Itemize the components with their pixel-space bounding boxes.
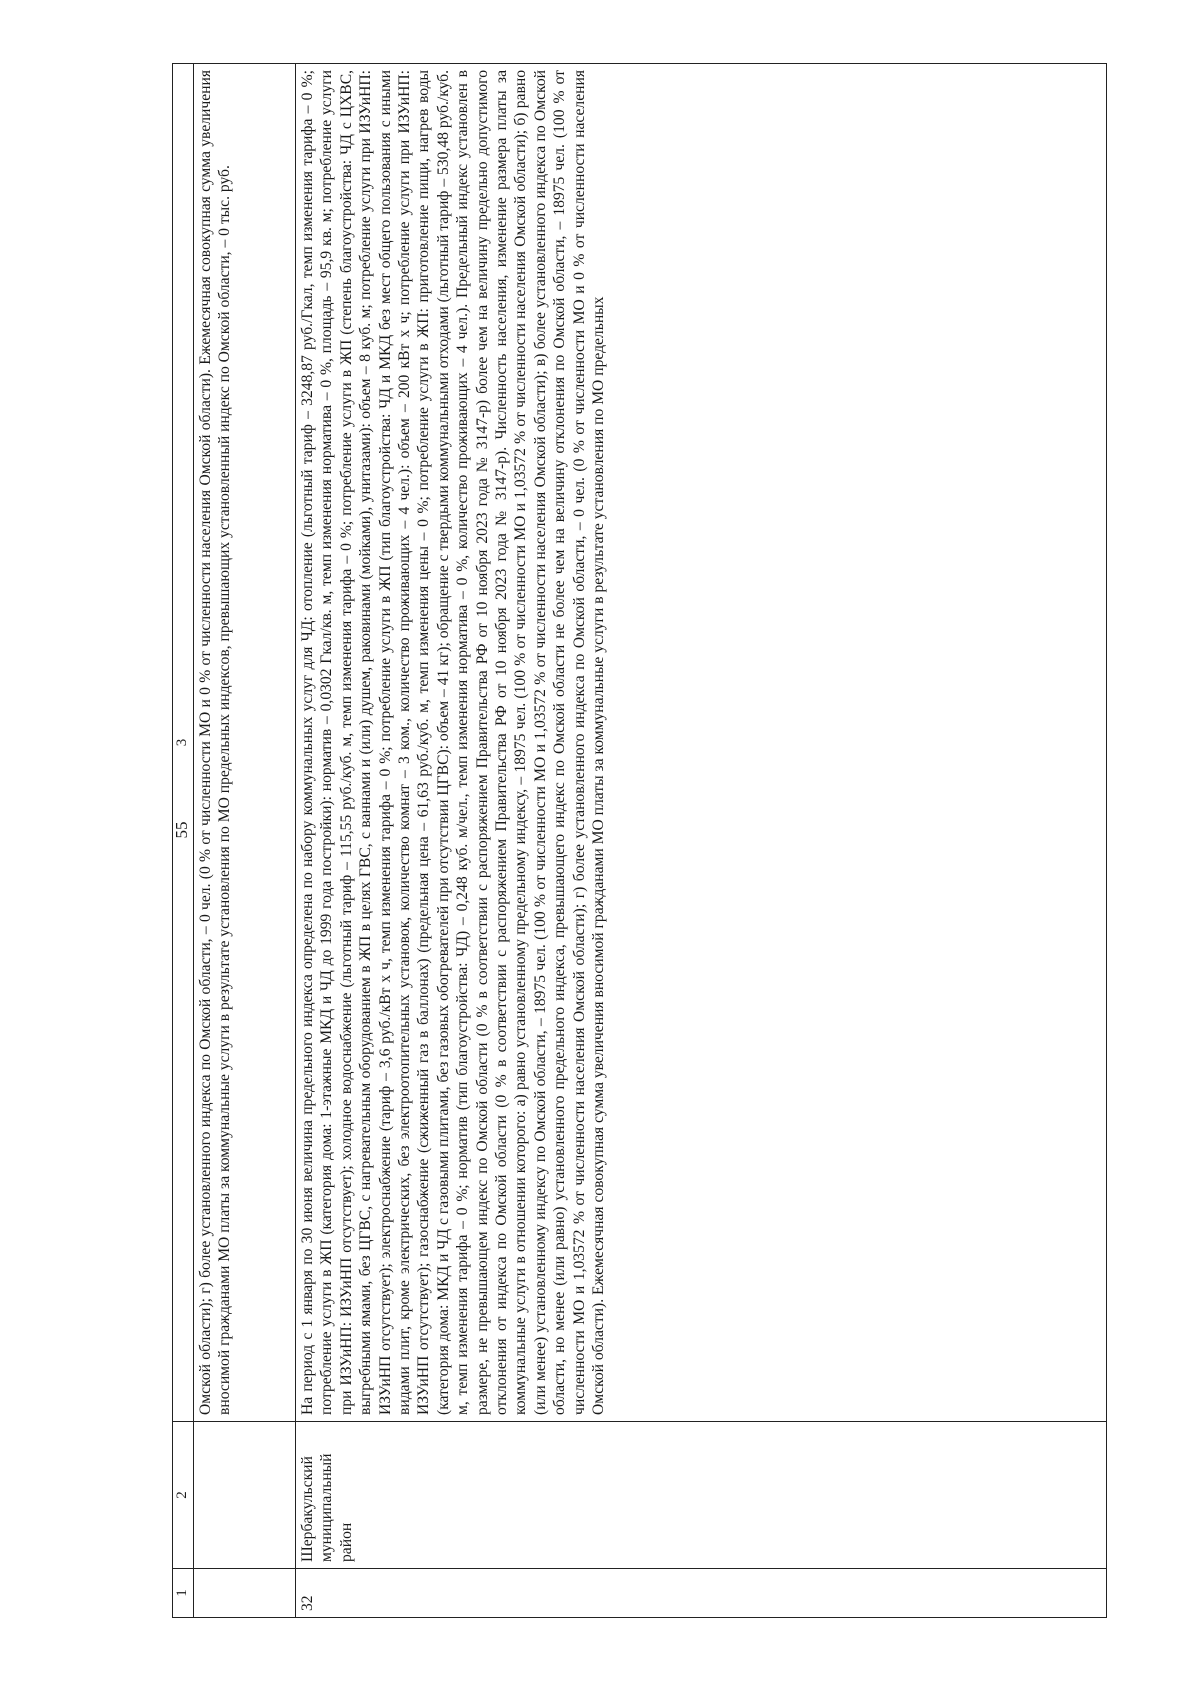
row-number-cell: 32 [296, 1569, 1107, 1618]
table-row [296, 64, 1107, 1618]
description-cell: На период с 1 января по 30 июня величина предельного индекса определена по набору коммунальных услуг для ЧД: отопление (льготный тариф – 3248,87 руб./Гкал, темп изменения тарифа – 0 %; потребление услуги в ЖП (категория дома: 1-этажные МКД и ЧД до 1999 года постройки): норматив – 0,0302 Гкал/кв. м, темп изменения норматива – 0 %, площадь – 95,9 кв. м; потребление услуги при ИЗУиНП: ИЗУиНП отсутствует); холодное водоснабжение (льготный тариф – 115,55 руб./куб. м, темп изменения тарифа – 0 %; потребление услуги в ЖП (степень благоустройства: ЧД с ЦХВС, выгребными ямами, без ЦГВС, с нагревательным оборудованием в ЖП в целях ГВС, с ваннами и (или) душем, раковинами (мойками), унитазами): объем – 8 куб. м; потребление услуги при ИЗУиНП: ИЗУиНП отсутствует); электроснабжение (тариф – 3,6 руб./кВт х ч, темп изменения тарифа – 0 %; потребление услуги в ЖП (тип благоустройства: ЧД и МКД без мест общего пользования с иными видами плит, кроме электрических, без электроотопительных установок, количество комнат – 3 ком., количество проживающих – 4 чел.): объем – 200 кВт х ч; потребление услуги при ИЗУиНП: ИЗУиНП отсутствует); газоснабжение (сжиженный газ в баллонах) (предельная цена – 61,63 руб./куб. м, темп изменения цены – 0 %; потребление услуги в ЖП: приготовление пищи, нагрев воды (категория дома: МКД и ЧД с газовыми плитами, без газовых обогревателей при отсутствии ЦГВС): объем – 41 кг); обращение с твердыми коммунальными отходами (льготный тариф – 530,48 руб./куб. м, темп изменения тарифа – 0 %; норматив (тип благоустройства: ЧД) – 0,248 куб. м/чел., темп изменения норматива – 0 %, количество проживающих – 4 чел.). Предельный индекс установлен в размере, не превышающем индекс по Омской области (0 % в соответствии с распоряжением Правительства РФ от 10 ноября 2023 года № 3147-р) более чем на величину предельно допустимого отклонения от индекса по Омской области (0 % в соответствии с распоряжением Правительства РФ от 10 ноября 2023 года № 3147-р). Численность населения, изменение размера платы за коммунальные услуги в отношении которого: а) равно установленному предельному индексу, – 18975 чел. (100 % от численности МО и 1,03572 % от численности населения Омской области); б) равно (или менее) установленному индексу по Омской области, – 18975 чел. (100 % от численности МО и 1,03572 % от численности населения Омской области); в) более установленного индекса по Омской области, но менее (или равно) установленного предельного индекса, превышающего индекс по Омской области не более чем на величину отклонения по Омской области, – 18975 чел. (100 % от численности МО и 1,03572 % от численности населения Омской области); г) более установленного индекса по Омской области, – 0 чел. (0 % от численности МО и 0 % от численности населения Омской области). Ежемесячная совокупная сумма увеличения вносимой гражданами МО платы за коммунальные услуги в результате установления по МО предельных [296, 64, 1107, 1422]
table-header-row [173, 64, 194, 1618]
municipality-name-cell: Шербакульский муниципальный район [296, 1422, 1107, 1569]
rotated-table-container [172, 63, 1107, 1618]
column-header-3: 3 [173, 64, 194, 1422]
page-number: 55 [172, 821, 191, 839]
table-row [194, 64, 296, 1618]
tariff-table [172, 63, 1107, 1618]
description-cell: Омской области); г) более установленного индекса по Омской области, – 0 чел. (0 % от численности МО и 0 % от численности населения Омской области). Ежемесячная совокупная сумма увеличения вносимой гражданами МО платы за коммунальные услуги в результате установления по МО предельных индексов, превышающих установленный индекс по Омской области, – 0 тыс. руб. [194, 64, 296, 1422]
column-header-1: 1 [173, 1569, 194, 1618]
municipality-name-cell [194, 1422, 296, 1569]
row-number-cell [194, 1569, 296, 1618]
column-header-2: 2 [173, 1422, 194, 1569]
